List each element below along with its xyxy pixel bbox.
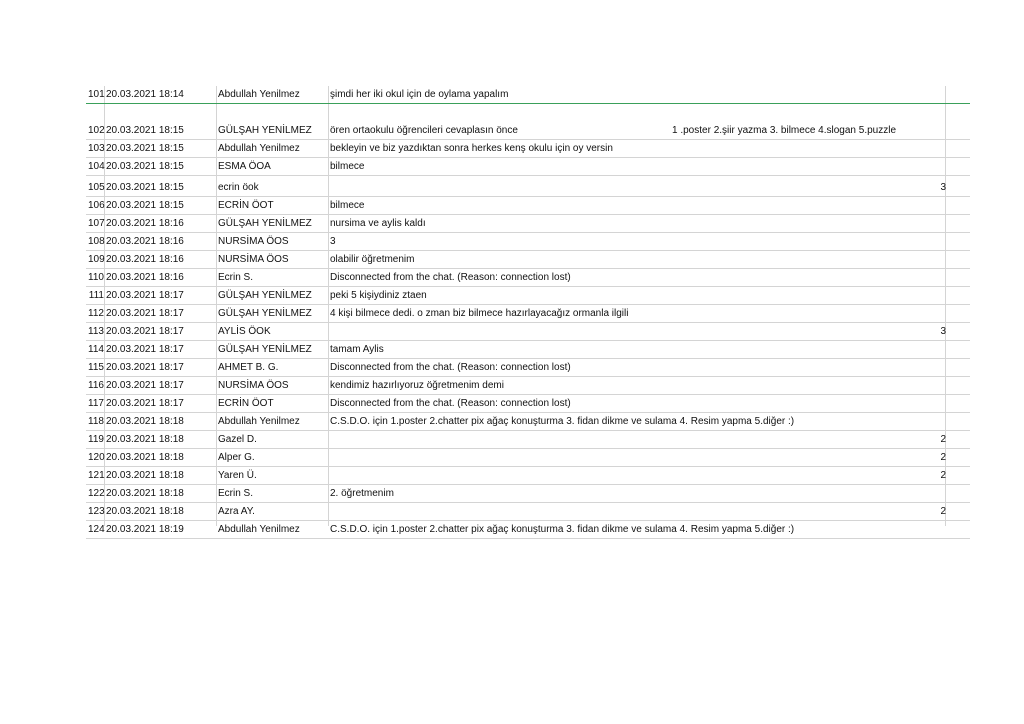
row-number: 110 bbox=[88, 272, 104, 283]
timestamp-cell: 20.03.2021 18:18 bbox=[106, 488, 184, 499]
sender-name-cell: NURSİMA ÖOS bbox=[218, 236, 289, 247]
message-cell: bilmece bbox=[330, 161, 365, 172]
timestamp-cell: 20.03.2021 18:18 bbox=[106, 434, 184, 445]
message-cell: 3 bbox=[330, 236, 336, 247]
table-row bbox=[86, 305, 970, 323]
row-number: 104 bbox=[88, 161, 105, 172]
sender-name-cell: ECRİN ÖOT bbox=[218, 398, 274, 409]
message-cell: peki 5 kişiydiniz ztaen bbox=[330, 290, 427, 301]
message-cell: olabilir öğretmenim bbox=[330, 254, 415, 265]
row-number: 106 bbox=[88, 200, 105, 211]
table-row bbox=[86, 341, 970, 359]
sender-name-cell: Gazel D. bbox=[218, 434, 257, 445]
message-cell: 2. öğretmenim bbox=[330, 488, 394, 499]
table-row bbox=[86, 176, 970, 197]
row-number: 121 bbox=[88, 470, 105, 481]
row-number: 119 bbox=[88, 434, 104, 445]
value-cell: 2 bbox=[940, 470, 946, 481]
value-cell: 2 bbox=[940, 506, 946, 517]
sender-name-cell: Ecrin S. bbox=[218, 488, 254, 499]
timestamp-cell: 20.03.2021 18:15 bbox=[106, 182, 184, 193]
message-cell: ören ortaokulu öğrencileri cevaplasın önce bbox=[330, 125, 518, 136]
timestamp-cell: 20.03.2021 18:18 bbox=[106, 452, 184, 463]
value-cell: 2 bbox=[940, 452, 946, 463]
table-row bbox=[86, 413, 970, 431]
table-row bbox=[86, 521, 970, 539]
table-row bbox=[86, 395, 970, 413]
message-cell: kendimiz hazırlıyoruz öğretmenim demi bbox=[330, 380, 504, 391]
timestamp-cell: 20.03.2021 18:16 bbox=[106, 218, 184, 229]
sender-name-cell: NURSİMA ÖOS bbox=[218, 380, 289, 391]
timestamp-cell: 20.03.2021 18:16 bbox=[106, 236, 184, 247]
timestamp-cell: 20.03.2021 18:15 bbox=[106, 143, 184, 154]
timestamp-cell: 20.03.2021 18:18 bbox=[106, 416, 184, 427]
sender-name-cell: NURSİMA ÖOS bbox=[218, 254, 289, 265]
message-cell: tamam Aylis bbox=[330, 344, 384, 355]
table-row bbox=[86, 104, 970, 140]
table-row bbox=[86, 467, 970, 485]
value-cell: 3 bbox=[940, 182, 946, 193]
table-row bbox=[86, 233, 970, 251]
table-row bbox=[86, 359, 970, 377]
sender-name-cell: AHMET B. G. bbox=[218, 362, 279, 373]
sender-name-cell: Azra AY. bbox=[218, 506, 255, 517]
row-number: 124 bbox=[88, 524, 105, 535]
sender-name-cell: GÜLŞAH YENİLMEZ bbox=[218, 290, 312, 301]
row-number: 105 bbox=[88, 182, 105, 193]
sender-name-cell: GÜLŞAH YENİLMEZ bbox=[218, 125, 312, 136]
table-row bbox=[86, 377, 970, 395]
spreadsheet-grid bbox=[86, 86, 970, 539]
timestamp-cell: 20.03.2021 18:15 bbox=[106, 200, 184, 211]
sender-name-cell: Abdullah Yenilmez bbox=[218, 143, 300, 154]
sender-name-cell: Yaren Ü. bbox=[218, 470, 257, 481]
row-number: 123 bbox=[88, 506, 105, 517]
table-row bbox=[86, 485, 970, 503]
row-number: 115 bbox=[88, 362, 104, 373]
message-cell: C.S.D.O. için 1.poster 2.chatter pix ağaç konuşturma 3. fidan dikme ve sulama 4. Resim yapma 5.diğer :) bbox=[330, 416, 795, 427]
timestamp-cell: 20.03.2021 18:18 bbox=[106, 470, 184, 481]
timestamp-cell: 20.03.2021 18:17 bbox=[106, 344, 184, 355]
value-cell: 2 bbox=[940, 434, 946, 445]
table-row bbox=[86, 86, 970, 104]
table-row bbox=[86, 503, 970, 521]
message-cell: Disconnected from the chat. (Reason: connection lost) bbox=[330, 398, 571, 409]
timestamp-cell: 20.03.2021 18:16 bbox=[106, 272, 184, 283]
sender-name-cell: Abdullah Yenilmez bbox=[218, 416, 300, 427]
row-number: 111 bbox=[88, 290, 104, 301]
sender-name-cell: Abdullah Yenilmez bbox=[218, 89, 300, 100]
timestamp-cell: 20.03.2021 18:14 bbox=[106, 89, 184, 100]
table-row bbox=[86, 251, 970, 269]
sender-name-cell: GÜLŞAH YENİLMEZ bbox=[218, 218, 312, 229]
row-number: 109 bbox=[88, 254, 105, 265]
table-row bbox=[86, 449, 970, 467]
timestamp-cell: 20.03.2021 18:17 bbox=[106, 308, 184, 319]
table-row bbox=[86, 323, 970, 341]
timestamp-cell: 20.03.2021 18:18 bbox=[106, 506, 184, 517]
sender-name-cell: GÜLŞAH YENİLMEZ bbox=[218, 344, 312, 355]
row-number: 113 bbox=[88, 326, 104, 337]
table-row bbox=[86, 140, 970, 158]
message-cell: nursima ve aylis kaldı bbox=[330, 218, 426, 229]
sender-name-cell: Abdullah Yenilmez bbox=[218, 524, 300, 535]
message-cell: C.S.D.O. için 1.poster 2.chatter pix ağaç konuşturma 3. fidan dikme ve sulama 4. Resim yapma 5.diğer :) bbox=[330, 524, 795, 535]
sender-name-cell: ESMA ÖOA bbox=[218, 161, 271, 172]
sender-name-cell: Ecrin S. bbox=[218, 272, 254, 283]
table-row bbox=[86, 215, 970, 233]
row-number: 108 bbox=[88, 236, 105, 247]
sender-name-cell: ecrin öok bbox=[218, 182, 259, 193]
row-number: 118 bbox=[88, 416, 104, 427]
timestamp-cell: 20.03.2021 18:15 bbox=[106, 125, 184, 136]
message-cell: 4 kişi bilmece dedi. o zman biz bilmece hazırlayacağız ormanla ilgili bbox=[330, 308, 629, 319]
sender-name-cell: GÜLŞAH YENİLMEZ bbox=[218, 308, 312, 319]
row-number: 122 bbox=[88, 488, 105, 499]
table-row bbox=[86, 158, 970, 176]
timestamp-cell: 20.03.2021 18:17 bbox=[106, 398, 184, 409]
table-row bbox=[86, 269, 970, 287]
row-number: 112 bbox=[88, 308, 104, 319]
message-extra-cell: 1 .poster 2.şiir yazma 3. bilmece 4.slogan 5.puzzle bbox=[672, 125, 896, 136]
row-number: 120 bbox=[88, 452, 105, 463]
row-number: 117 bbox=[88, 398, 104, 409]
sender-name-cell: Alper G. bbox=[218, 452, 255, 463]
sender-name-cell: AYLİS ÖOK bbox=[218, 326, 271, 337]
row-number: 107 bbox=[88, 218, 105, 229]
row-number: 114 bbox=[88, 344, 104, 355]
value-cell: 3 bbox=[940, 326, 946, 337]
row-number: 103 bbox=[88, 143, 105, 154]
row-number: 116 bbox=[88, 380, 104, 391]
table-row bbox=[86, 431, 970, 449]
table-row bbox=[86, 287, 970, 305]
row-number: 102 bbox=[88, 125, 105, 136]
table-row bbox=[86, 197, 970, 215]
timestamp-cell: 20.03.2021 18:15 bbox=[106, 161, 184, 172]
message-cell: Disconnected from the chat. (Reason: connection lost) bbox=[330, 272, 571, 283]
timestamp-cell: 20.03.2021 18:17 bbox=[106, 326, 184, 337]
message-cell: şimdi her iki okul için de oylama yapalım bbox=[330, 89, 509, 100]
timestamp-cell: 20.03.2021 18:16 bbox=[106, 254, 184, 265]
sender-name-cell: ECRİN ÖOT bbox=[218, 200, 274, 211]
timestamp-cell: 20.03.2021 18:17 bbox=[106, 362, 184, 373]
row-number: 101 bbox=[88, 89, 105, 100]
timestamp-cell: 20.03.2021 18:19 bbox=[106, 524, 184, 535]
timestamp-cell: 20.03.2021 18:17 bbox=[106, 290, 184, 301]
timestamp-cell: 20.03.2021 18:17 bbox=[106, 380, 184, 391]
message-cell: bekleyin ve biz yazdıktan sonra herkes kenş okulu için oy versin bbox=[330, 143, 613, 154]
message-cell: Disconnected from the chat. (Reason: connection lost) bbox=[330, 362, 571, 373]
message-cell: bilmece bbox=[330, 200, 365, 211]
